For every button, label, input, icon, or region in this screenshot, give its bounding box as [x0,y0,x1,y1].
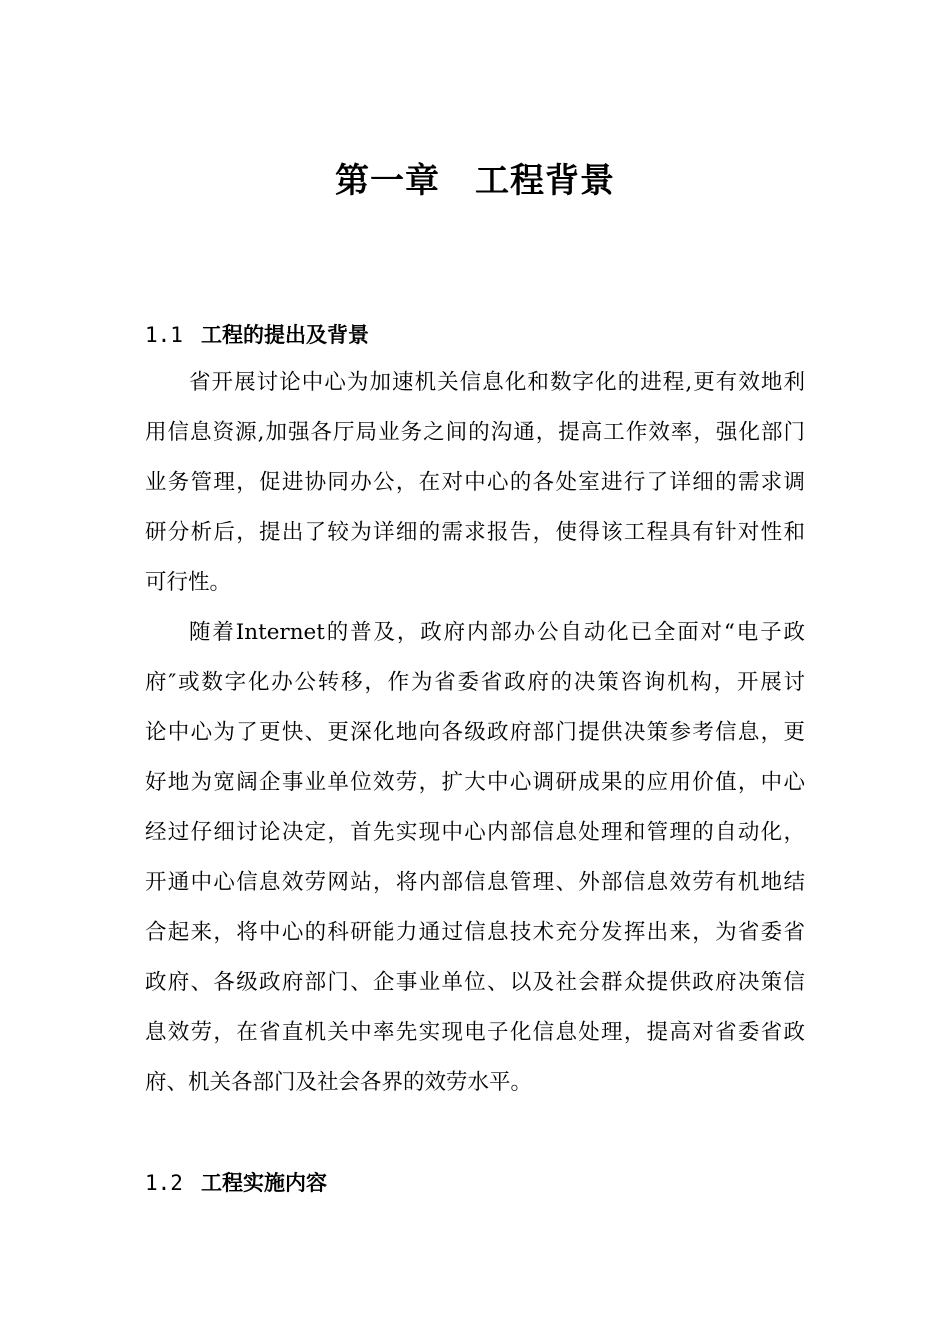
paragraph-line: 开通中心信息效劳网站，将内部信息管理、外部信息效劳有机地结 [145,870,805,895]
section-number: 1.1 [145,323,183,347]
paragraph-line: 经过仔细讨论决定，首先实现中心内部信息处理和管理的自动化， [145,820,805,845]
paragraph-line: 可行性。 [145,570,232,595]
section-number: 1.2 [145,1171,183,1195]
paragraph-line: 府、机关各部门及社会各界的效劳水平。 [145,1070,533,1095]
paragraph-background [145,358,805,608]
section-heading-1-2 [145,1168,327,1198]
paragraph-line: 府″或数字化办公转移，作为省委省政府的决策咨询机构，开展讨 [145,670,805,695]
paragraph-line: 息效劳，在省直机关中率先实现电子化信息处理，提高对省委省政 [145,1020,805,1045]
paragraph-internet [145,608,805,1108]
section-title: 工程的提出及背景 [201,323,369,347]
paragraph-line: 随着Internet的普及，政府内部办公自动化已全面对“电子政 [189,620,805,645]
paragraph-line: 用信息资源,加强各厅局业务之间的沟通，提高工作效率，强化部门 [145,420,805,445]
paragraph-line: 省开展讨论中心为加速机关信息化和数字化的进程,更有效地利 [189,370,805,395]
paragraph-line: 政府、各级政府部门、企事业单位、以及社会群众提供政府决策信 [145,970,805,995]
paragraph-line: 合起来，将中心的科研能力通过信息技术充分发挥出来，为省委省 [145,920,805,945]
paragraph-line: 好地为宽阔企事业单位效劳，扩大中心调研成果的应用价值，中心 [145,770,805,795]
chapter-title: 第一章 工程背景 [335,161,615,201]
section-title: 工程实施内容 [201,1171,327,1195]
paragraph-line: 业务管理，促进协同办公，在对中心的各处室进行了详细的需求调 [145,470,805,495]
section-heading-1-1 [145,320,369,350]
paragraph-line: 研分析后，提出了较为详细的需求报告，使得该工程具有针对性和 [145,520,805,545]
paragraph-line: 论中心为了更快、更深化地向各级政府部门提供决策参考信息，更 [145,720,805,745]
